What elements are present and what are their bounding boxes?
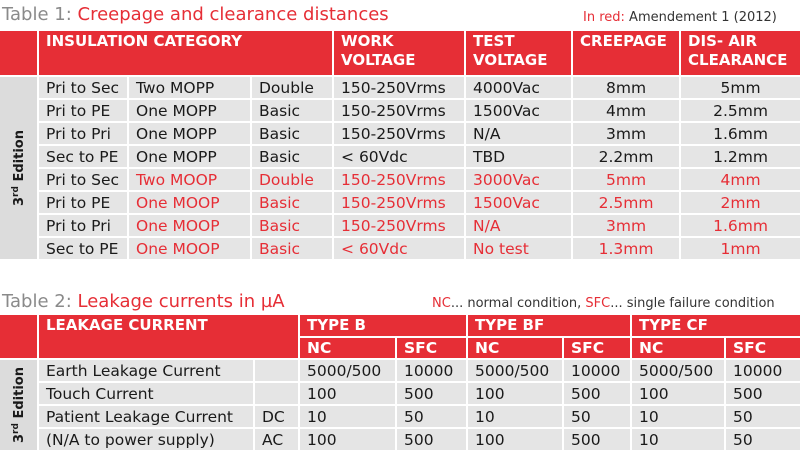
table2-note-sfc: SFC <box>585 296 611 311</box>
table2-title-main: Leakage currents in µA <box>77 291 285 312</box>
cell-means: One MOPP <box>129 123 252 146</box>
table-row <box>0 100 800 123</box>
cell-type: Double <box>252 77 334 100</box>
cell-bf-sfc: 500 <box>564 429 632 452</box>
cell-type: Basic <box>252 215 334 238</box>
cell-clearance: 2.5mm <box>681 100 800 123</box>
header-type-bf: TYPE BF <box>468 315 632 338</box>
table-row <box>0 429 800 452</box>
cell-clearance: 1.6mm <box>681 215 800 238</box>
cell-clearance: 5mm <box>681 77 800 100</box>
cell-clearance: 1.2mm <box>681 146 800 169</box>
table2-title <box>2 291 285 312</box>
table2-title-prefix: Table 2: <box>2 291 78 312</box>
table1-note <box>583 10 777 25</box>
table-row <box>0 238 800 261</box>
cell-leakage-label: (N/A to power supply) <box>39 429 255 452</box>
cell-type: Basic <box>252 192 334 215</box>
cell-test-voltage: 1500Vac <box>466 192 573 215</box>
cell-creepage: 3mm <box>573 215 681 238</box>
header-cf-nc: NC <box>632 338 726 360</box>
cell-b-nc: 5000/500 <box>300 360 397 383</box>
cell-b-sfc: 500 <box>397 429 468 452</box>
header-clearance: DIS- AIR CLEARANCE <box>681 31 800 77</box>
cell-clearance: 2mm <box>681 192 800 215</box>
table1-note-red: In red: <box>583 10 625 25</box>
cell-creepage: 8mm <box>573 77 681 100</box>
cell-test-voltage: No test <box>466 238 573 261</box>
table-row <box>0 192 800 215</box>
cell-cf-nc: 100 <box>632 383 726 406</box>
cell-b-sfc: 50 <box>397 406 468 429</box>
cell-cf-sfc: 50 <box>726 429 800 452</box>
cell-means: One MOPP <box>129 100 252 123</box>
table-row <box>0 123 800 146</box>
cell-work-voltage: 150-250Vrms <box>334 123 466 146</box>
edition-number: 3 <box>11 196 27 206</box>
cell-path: Pri to Sec <box>39 169 129 192</box>
cell-work-voltage: < 60Vdc <box>334 238 466 261</box>
edition-label <box>10 367 26 443</box>
edition-suffix: rd <box>10 186 21 197</box>
cell-type: Basic <box>252 100 334 123</box>
cell-cf-nc: 10 <box>632 406 726 429</box>
cell-creepage: 1.3mm <box>573 238 681 261</box>
cell-creepage: 4mm <box>573 100 681 123</box>
cell-means: One MOOP <box>129 215 252 238</box>
cell-means: One MOOP <box>129 192 252 215</box>
cell-leakage-label: Earth Leakage Current <box>39 360 255 383</box>
cell-type: Basic <box>252 123 334 146</box>
header-insulation-category: INSULATION CATEGORY <box>39 31 334 77</box>
header-bf-nc: NC <box>468 338 564 360</box>
cell-type: Double <box>252 169 334 192</box>
header-cf-sfc: SFC <box>726 338 800 360</box>
table1-note-text: Amendement 1 (2012) <box>629 10 777 25</box>
table1-corner <box>0 31 39 77</box>
cell-creepage: 5mm <box>573 169 681 192</box>
cell-test-voltage: 3000Vac <box>466 169 573 192</box>
table-row <box>0 77 800 100</box>
cell-bf-nc: 100 <box>468 429 564 452</box>
cell-cf-sfc: 500 <box>726 383 800 406</box>
table2-note-nc-text: ... normal condition, <box>450 296 586 311</box>
cell-b-nc: 100 <box>300 429 397 452</box>
cell-leakage-sub: AC <box>255 429 300 452</box>
edition-suffix: rd <box>10 423 21 434</box>
cell-bf-nc: 5000/500 <box>468 360 564 383</box>
cell-bf-nc: 10 <box>468 406 564 429</box>
header-b-sfc: SFC <box>397 338 468 360</box>
cell-cf-nc: 10 <box>632 429 726 452</box>
table2-note-nc: NC <box>432 296 451 311</box>
table2-note <box>432 296 775 311</box>
cell-path: Pri to Pri <box>39 215 129 238</box>
cell-cf-sfc: 10000 <box>726 360 800 383</box>
header-b-nc: NC <box>300 338 397 360</box>
table2-corner <box>0 315 39 360</box>
cell-creepage: 2.5mm <box>573 192 681 215</box>
cell-work-voltage: 150-250Vrms <box>334 100 466 123</box>
cell-leakage-label: Patient Leakage Current <box>39 406 255 429</box>
cell-test-voltage: TBD <box>466 146 573 169</box>
cell-work-voltage: 150-250Vrms <box>334 77 466 100</box>
edition-word: Edition <box>11 130 27 182</box>
creepage-table <box>0 31 800 261</box>
table-row <box>0 215 800 238</box>
cell-leakage-sub <box>255 360 300 383</box>
header-type-b: TYPE B <box>300 315 468 338</box>
table2-edition-cell <box>0 360 39 452</box>
header-creepage: CREEPAGE <box>573 31 681 77</box>
table-row <box>0 383 800 406</box>
table1-title-prefix: Table 1: <box>2 4 78 25</box>
table-row <box>0 360 800 383</box>
header-bf-sfc: SFC <box>564 338 632 360</box>
cell-b-sfc: 10000 <box>397 360 468 383</box>
table1-title <box>2 4 389 25</box>
cell-means: Two MOOP <box>129 169 252 192</box>
cell-path: Pri to PE <box>39 100 129 123</box>
leakage-table <box>0 315 800 452</box>
cell-b-nc: 10 <box>300 406 397 429</box>
cell-creepage: 2.2mm <box>573 146 681 169</box>
header-type-cf: TYPE CF <box>632 315 800 338</box>
cell-path: Sec to PE <box>39 146 129 169</box>
cell-b-nc: 100 <box>300 383 397 406</box>
table1-title-main: Creepage and clearance distances <box>77 4 389 25</box>
cell-test-voltage: N/A <box>466 215 573 238</box>
cell-cf-sfc: 50 <box>726 406 800 429</box>
cell-work-voltage: 150-250Vrms <box>334 192 466 215</box>
edition-word: Edition <box>11 367 27 419</box>
cell-leakage-sub <box>255 383 300 406</box>
cell-path: Pri to Sec <box>39 77 129 100</box>
cell-leakage-label: Touch Current <box>39 383 255 406</box>
cell-work-voltage: < 60Vdc <box>334 146 466 169</box>
table2-note-sfc-text: ... single failure condition <box>610 296 775 311</box>
table-row <box>0 169 800 192</box>
cell-leakage-sub: DC <box>255 406 300 429</box>
header-leakage-current: LEAKAGE CURRENT <box>39 315 300 360</box>
header-work-voltage: WORK VOLTAGE <box>334 31 466 77</box>
edition-number: 3 <box>11 433 27 443</box>
table-row <box>0 146 800 169</box>
cell-path: Sec to PE <box>39 238 129 261</box>
cell-means: One MOOP <box>129 238 252 261</box>
cell-type: Basic <box>252 146 334 169</box>
cell-cf-nc: 5000/500 <box>632 360 726 383</box>
cell-clearance: 4mm <box>681 169 800 192</box>
cell-path: Pri to PE <box>39 192 129 215</box>
cell-creepage: 3mm <box>573 123 681 146</box>
cell-b-sfc: 500 <box>397 383 468 406</box>
cell-bf-sfc: 50 <box>564 406 632 429</box>
cell-bf-sfc: 10000 <box>564 360 632 383</box>
cell-means: One MOPP <box>129 146 252 169</box>
table1-edition-cell <box>0 77 39 261</box>
cell-work-voltage: 150-250Vrms <box>334 169 466 192</box>
cell-work-voltage: 150-250Vrms <box>334 215 466 238</box>
cell-path: Pri to Pri <box>39 123 129 146</box>
table-row <box>0 406 800 429</box>
cell-test-voltage: 4000Vac <box>466 77 573 100</box>
cell-bf-nc: 100 <box>468 383 564 406</box>
cell-type: Basic <box>252 238 334 261</box>
cell-test-voltage: 1500Vac <box>466 100 573 123</box>
edition-label <box>10 130 26 206</box>
cell-clearance: 1.6mm <box>681 123 800 146</box>
cell-means: Two MOPP <box>129 77 252 100</box>
header-test-voltage: TEST VOLTAGE <box>466 31 573 77</box>
cell-clearance: 1mm <box>681 238 800 261</box>
cell-test-voltage: N/A <box>466 123 573 146</box>
cell-bf-sfc: 500 <box>564 383 632 406</box>
